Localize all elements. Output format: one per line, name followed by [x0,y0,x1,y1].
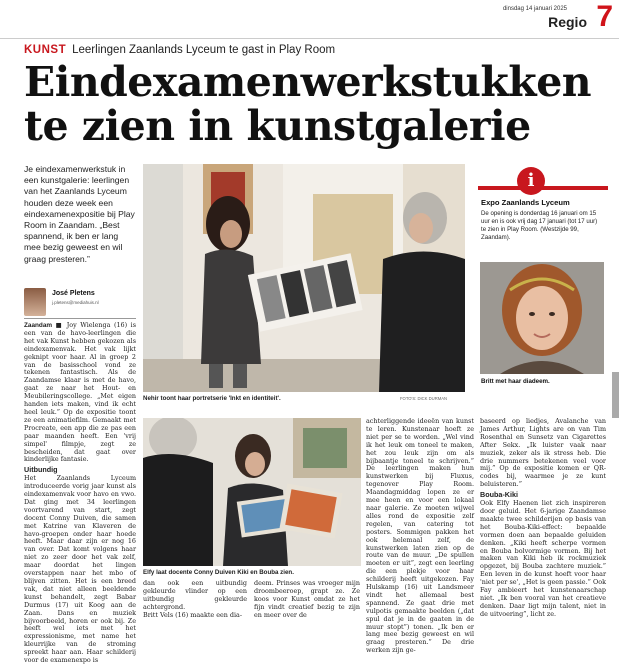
portrait-caption: Britt met haar diadeem. [481,378,550,385]
article-column-1: Zaandam ■ Joy Wielenga (16) is een van de havo-leerlingen die het vak Kunst hebben gekozen als eindexamenvak. Het vak lijkt geknipt voor haar. Al in groep 2 van de basisschool vond ze tekenen fantastisch. Als de Zaandamse klaar is met de havo, gaat ze naar het Hout- en Meubileringscollege. „Met eigen handen iets maken, vind ik echt heel leuk.” Op de expositie toont ze een animatiefilm. Gemaakt met Procreate, een app die ze pas een paar maanden heeft. Een 'vrij simpel' filmpje, zegt ze bescheiden, dat gaat over kinderlijke fantasie. Uitbundig Het Zaanlands Lyceum introduceerde vorig jaar kunst als eindexamenvak voor havo en vwo. Dat ging met 34 leerlingen voortvarend van start, zegt docent Conny Duiven, die samen met Katrine van Klaveren de havo-groepen onder haar hoede heeft. Maar daar zijn er nog 16 van over. Dat komt volgens haar niet zo zeer door het vak zelf, maar doordat het lingen overstappen naar het mbo of blijven zitten. Het is een breed vak, dat niet alleen beeldende kunst behandelt, zegt Babar Durmus (17) uit Koog aan de Zaan. Dans en muziek bijvoorbeeld, horen er ook bij. Ze heeft wel iets met het expressionisme, met name het kleurrijke van de stroming spreekt haar aan. Haar schilderij voor de examenexpo is [24,321,136,665]
main-photo-illustration [143,164,465,392]
issue-date: dinsdag 14 januari 2025 [502,6,567,12]
article-below-photo-right [254,580,360,621]
kicker-category: KUNST [24,44,67,56]
author-name: José Pletens [52,290,95,297]
author-avatar [24,288,46,316]
article-column-4 [480,418,606,620]
author-byline [24,288,136,318]
page-edge-tab [612,372,619,418]
kicker [24,44,335,56]
paragraph: Het Zaanlands Lyceum introduceerde vorig jaar kunst als eindexamenvak voor havo en vwo. Dat ging met 34 leerlingen voortvarend van start, zegt docent Conny Duiven, die samen met Katrine van Klaveren de havo-groepen onder haar hoede heeft. Maar daar zijn er nog 16 van over. Dat komt volgens haar niet zo zeer door het vak zelf, maar doordat het lingen overstappen naar het mbo of blijven zitten. Het is een breed vak, dat niet alleen beeldende kunst behandelt, zegt Babar Durmus (17) uit Koog aan de Zaan. Dans en muziek bijvoorbeeld, horen er ook bij. Ze heeft wel iets met het expressionisme, met name het kleurrijke van de stroming spreekt haar aan. Haar schilderij voor de examenexpo is [24,474,136,665]
main-photo-caption: Nehir toont haar portretserie 'Inkt en identiteit'. [143,395,281,402]
header-divider [0,38,619,39]
paragraph: Joy Wielenga (16) is een van de havo-leerlingen die het vak Kunst hebben gekozen als eindexamenvak. Het vak lijkt geknipt voor haar. Al in groep 2 van de basisschool vond ze tekenen fantastisch. Als de Zaandamse klaar is met de havo, gaat ze naar het Hout- en Meubileringscollege. „Met eigen handen iets maken, vind ik echt heel leuk.” Op de expositie toont ze een animatiefilm. Gemaakt met Procreate, een app die ze pas een paar maanden heeft. Een 'vrij simpel' filmpje, zegt ze bescheiden, dat gaat over kinderlijke fantasie. [24,321,136,464]
portrait-photo [480,262,604,374]
paragraph: dan ook een uitbundig gekleurde vlinder op een uitbundig gekleurde achtergrond. Britt Vels (16) maakte een dia- [143,579,247,619]
intro-text: Je eindexamenwerkstuk in een kunstgalerie: leerlingen van het Zaanlands Lyceum houden deze week een eindexamenexpositie bij Play Room in Zaandam. „Best spannend, ik ben er lang mee bezig geweest en wil graag presteren.” [24,164,135,264]
article-below-photo-left [143,580,247,621]
subheading-uitbundig: Uitbundig [24,465,58,475]
paragraph: achterliggende ideeën van kunst te leren. Kunstenaar hoeft ze niet per se te worden. „Wel vind ik het leuk om toneel te maken, het zou leuk zijn om als bijbaantje toneel te schrijven.” De leerlingen maken hun kunstwerken bij Fluxus, tegenover Play Room. Maandagmiddag lopen ze er mee heen en voor een lokaal naar galerie. Ze moeten wijwel alles rond de expositie zelf regelen, van catering tot posters. Sommigen pakken het ook helemaal zelf, de kunstwerken laten zien op de route van de muur. „De spullen moeten er uit”, zegt een leerling die een plekje voor haar schilderij heeft uitgekozen. Fay Hulskamp (16) uit Landsmeer vindt het allemaal best spannend. Ze gaat drie met vulpotis gemaakte beelden („dat spul dat je in de gaaten in de muur stopt”) tonen. „Ik ben er lang mee bezig geweest en wil graag presteren.” De drie werken zijn ge- [366,417,474,655]
page-number: 7 [596,0,613,33]
info-icon: i [517,167,545,195]
author-email: j.pletens@mediahuis.nl [52,300,99,305]
infobox-title: Expo Zaanlands Lyceum [481,198,570,207]
portrait-photo-illustration [480,262,604,374]
photo-credit: FOTO'S: DICK DURMAN [400,396,448,401]
section-label: Regio [548,14,587,30]
paragraph: baseerd op liedjes, Avalanche van James Arthur, Lights are on van Tim Rosenthal en Sunsetz van Cigarettes After Sekx. „Ik luister vaak naar muziek, zeker als ik stress heb. Die drie nummers betekenen veel voor mij.” Op de expositie komen er QR-codes bij, waarmee je ze kunt beluisteren.” [480,417,606,489]
second-photo-caption: Elfy laat docente Conny Duiven Kiki en Bouba zien. [143,569,294,576]
subheading-bouba-kiki: Bouba-Kiki [480,490,518,500]
second-photo-illustration [143,418,361,566]
article-column-3 [366,418,474,656]
paragraph: Ook Elfy Haenen liet zich inspireren door geluid. Het 6-jarige Zaandamse maakte twee schilderijen op basis van het Bouba-Kiki-effect: bepaalde vormen doen aan bepaalde geluiden denken. „Kiki heeft scherpe vormen en Bouba bolvormige vormen. Bij het maken van Kiki heb ik rockmuziek opgezet, bij Bouba zachtere muziek.” Een leven in de kunst hoeft voor haar 'niet per se', „Het is geen passie.” Ook Fay ambieert het kunstenaarschap niet. „Ik ben vooral van het creatieve denken. Daar ligt mijn talent, niet in de uitvoering”, licht ze. [480,499,606,618]
infobox-text: De opening is donderdag 16 januari om 15 uur en is ook vrij dag 17 januari (tot 17 uur) te zien in Play Room. (Westzijde 99, Zaandam). [481,210,598,241]
dateline: Zaandam [24,322,53,329]
byline-divider [24,318,136,319]
second-photo [143,418,361,566]
headline: Eindexamenwerkstukken te zien in kunstgalerie [24,58,592,150]
main-photo [143,164,465,392]
kicker-text: Leerlingen Zaanlands Lyceum te gast in Play Room [72,44,336,56]
paragraph: deem. Prinses was vroeger mijn droombeeroep, grapt ze. Ze koos voor Kunst omdat ze het fijn vindt creatief bezig te zijn en meer over de [254,579,360,619]
